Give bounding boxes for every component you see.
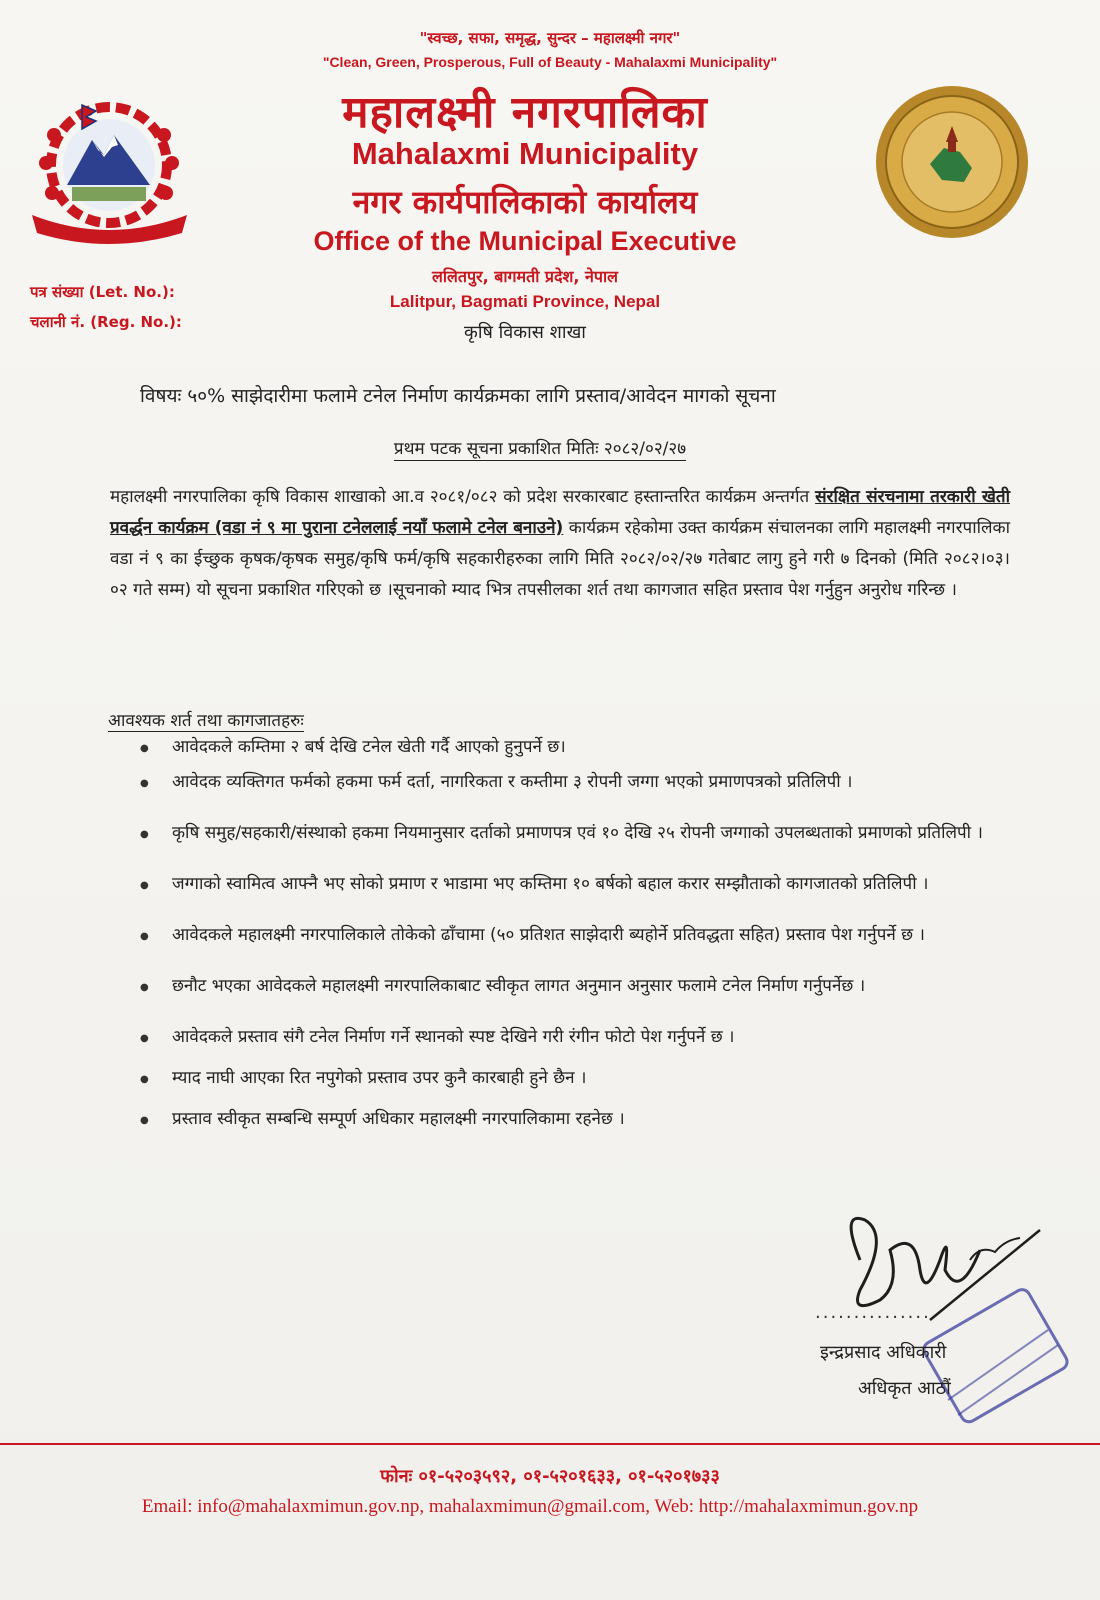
office-name-nepali: नगर कार्यपालिकाको कार्यालय: [352, 183, 698, 221]
slogan-nepali: "स्वच्छ, सफा, समृद्ध, सुन्दर – महालक्ष्मी नगर": [419, 29, 681, 47]
requirement-item: ● म्याद नाघी आएका रित नपुगेको प्रस्ताव उपर कुनै कारबाही हुने छैन ।: [140, 1063, 1020, 1094]
requirements-list: [140, 732, 1020, 1135]
body-text-part2: कार्यक्रम रहेकोमा उक्त कार्यक्रम संचालनका लागि महालक्ष्मी नगरपालिका वडा नं ९ का ईच्छुक कृषक/कृषक समुह/कृषि फर्म/कृषि सहकारीहरुका लागि मिति २०८२/०२/२७ गतेबाट लागु हुने गरी ७ दिनको (मिति २०८२।०३।०२ गते सम्म) यो सूचना प्रकाशित गरिएको छ ।सूचनाको म्याद भित्र तपसीलका शर्त तथा कागजात सहित प्रस्ताव पेश गर्नुहुन अनुरोध गरिन्छ ।: [110, 518, 1010, 600]
publish-date-text: प्रथम पटक सूचना प्रकाशित मितिः २०८२/०२/२७: [393, 439, 687, 459]
signatory-title: अधिकृत आठौं: [858, 1378, 951, 1399]
publish-date: [0, 436, 1080, 459]
body-program-name: संरक्षित संरचनामा तरकारी खेती प्रवर्द्धन कार्यक्रम (वडा नं ९ मा पुराना टनेललाई नयाँ फलामे टनेल बनाउने): [110, 487, 1010, 538]
requirements-heading: आवश्यक शर्त तथा कागजातहरुः: [108, 708, 304, 732]
signature-line: ...............: [815, 1302, 931, 1323]
body-text-part1: महालक्ष्मी नगरपालिका कृषि विकास शाखाको आ.व २०८१/०८२ को प्रदेश सरकारबाट हस्तान्तरित कार्यक्रम अन्तर्गत: [110, 487, 816, 507]
requirement-item: ● कृषि समुह/सहकारी/संस्थाको हकमा नियमानुसार दर्ताको प्रमाणपत्र एवं १० देखि २५ रोपनी जग्गाको उपलब्धताको प्रमाणको प्रतिलिपी ।: [140, 818, 1020, 849]
requirement-item: ● आवेदकले महालक्ष्मी नगरपालिकाले तोकेको ढाँचामा (५० प्रतिशत साझेदारी ब्यहोर्ने प्रतिवद्धता सहित) प्रस्ताव पेश गर्नुपर्ने छ ।: [140, 920, 1020, 951]
requirement-item: ● आवेदकले प्रस्ताव संगै टनेल निर्माण गर्ने स्थानको स्पष्ट देखिने गरी रंगीन फोटो पेश गर्नुपर्ने छ ।: [140, 1022, 1020, 1053]
notice-subject: विषयः ५०% साझेदारीमा फलामे टनेल निर्माण कार्यक्रमका लागि प्रस्ताव/आवेदन मागको सूचना: [140, 385, 776, 407]
municipality-title-nepali: महालक्ष्मी नगरपालिका: [342, 87, 708, 138]
footer-contact: Email: info@mahalaxmimun.gov.np, mahalaxmimun@gmail.com, Web: http://mahalaxmimun.gov.np: [141, 1496, 919, 1517]
requirement-item: ● प्रस्ताव स्वीकृत सम्बन्धि सम्पूर्ण अधिकार महालक्ष्मी नगरपालिकामा रहनेछ ।: [140, 1104, 1020, 1135]
address-nepali: ललितपुर, बागमती प्रदेश, नेपाल: [431, 267, 619, 286]
notice-body: [110, 482, 1010, 606]
address-english: Lalitpur, Bagmati Province, Nepal: [389, 292, 661, 311]
requirement-item: ● आवेदकले कम्तिमा २ बर्ष देखि टनेल खेती गर्दै आएको हुनुपर्ने छ।: [140, 732, 1020, 763]
registration-number-label: चलानी नं. (Reg. No.):: [30, 313, 182, 331]
municipality-title-english: Mahalaxmi Municipality: [351, 136, 699, 171]
office-name-english: Office of the Municipal Executive: [313, 226, 737, 256]
slogan-english: "Clean, Green, Prosperous, Full of Beauty - Mahalaxmi Municipality": [322, 54, 778, 70]
requirement-item: ● छनौट भएका आवेदकले महालक्ष्मी नगरपालिकाबाट स्वीकृत लागत अनुमान अनुसार फलामे टनेल निर्माण गर्नुपर्नेछ ।: [140, 971, 1020, 1002]
requirement-item: ● आवेदक व्यक्तिगत फर्मको हकमा फर्म दर्ता, नागरिकता र कम्तीमा ३ रोपनी जग्गा भएको प्रमाणपत्रको प्रतिलिपी ।: [140, 767, 1020, 798]
branch-name: कृषि विकास शाखा: [464, 322, 586, 343]
footer-phone: फोनः ०१-५२०३५९२, ०१-५२०१६३३, ०१-५२०१७३३: [380, 1466, 720, 1487]
footer-divider: [0, 1443, 1100, 1445]
letter-number-label: पत्र संख्या (Let. No.):: [30, 283, 175, 301]
signatory-name: इन्द्रप्रसाद अधिकारी: [820, 1342, 947, 1363]
requirement-item: ● जग्गाको स्वामित्व आफ्नै भए सोको प्रमाण र भाडामा भए कम्तिमा १० बर्षको बहाल करार सम्झौताको कागजातको प्रतिलिपी ।: [140, 869, 1020, 900]
